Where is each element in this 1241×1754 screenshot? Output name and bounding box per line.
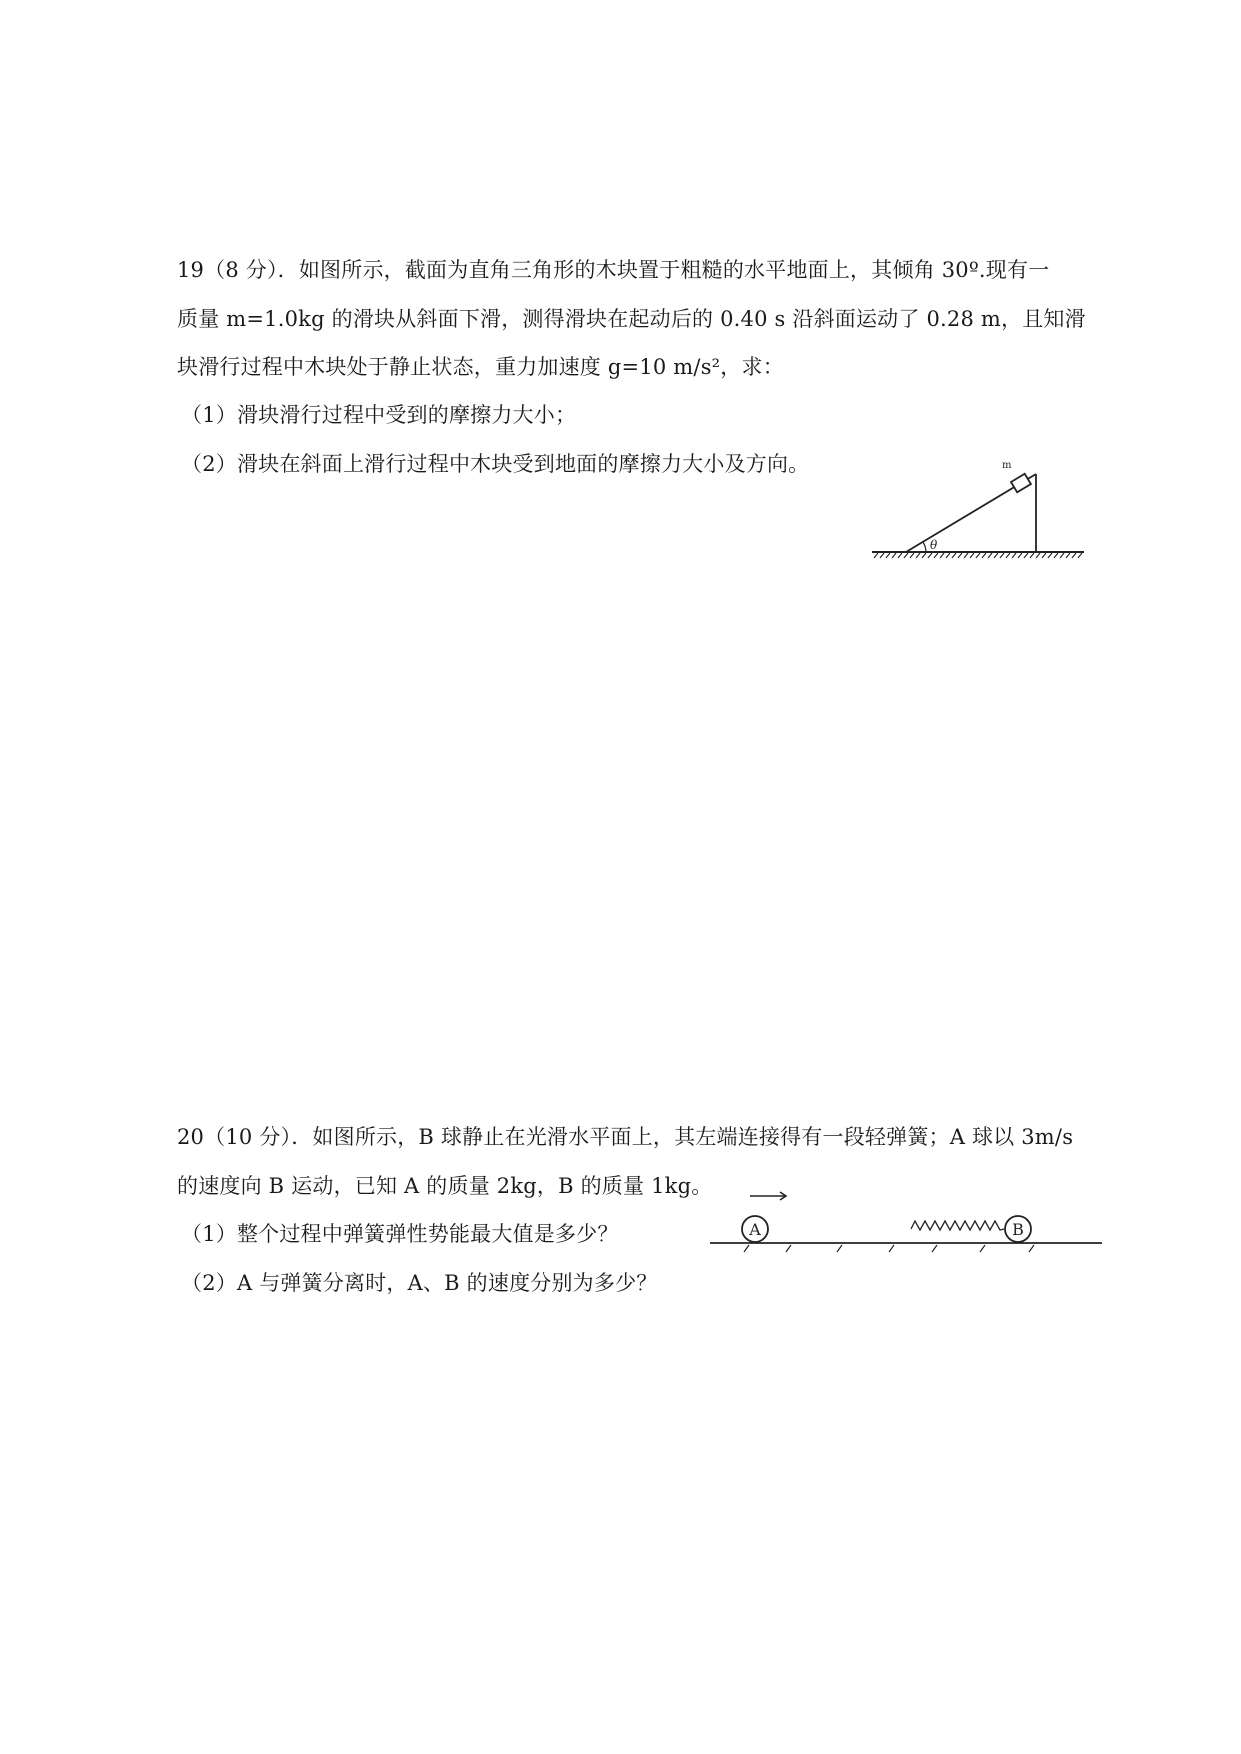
incline-figure: [870, 455, 1090, 575]
velocity-arrow: [750, 1192, 786, 1200]
ball-a-label: A: [749, 1220, 761, 1239]
q19-part-2: （2）滑块在斜面上滑行过程中木块受到地面的摩擦力大小及方向。: [181, 452, 810, 476]
q19-line-2: 质量 m=1.0kg 的滑块从斜面下滑，测得滑块在起动后的 0.40 s 沿斜面运动了 0.28 m，且知滑: [177, 307, 1086, 331]
collision-figure: [706, 1185, 1106, 1265]
q20-line-2: 的速度向 B 运动，已知 A 的质量 2kg，B 的质量 1kg。: [177, 1174, 713, 1198]
q19-line-1: 19（8 分）．如图所示，截面为直角三角形的木块置于粗糙的水平地面上，其倾角 30º.现有一: [177, 258, 1050, 282]
ground-hatch: [874, 553, 1082, 558]
floor-hatch: [744, 1245, 1034, 1252]
angle-label: θ: [930, 538, 938, 552]
ball-b-label: B: [1012, 1220, 1024, 1239]
spring: [911, 1221, 1004, 1230]
sliding-block: [1011, 474, 1031, 493]
angle-arc: [923, 542, 926, 552]
q20-part-1: （1）整个过程中弹簧弹性势能最大值是多少？: [181, 1222, 619, 1246]
q20-part-2: （2）A 与弹簧分离时，A、B 的速度分别为多少？: [181, 1271, 658, 1295]
q20-line-1: 20（10 分）．如图所示，B 球静止在光滑水平面上，其左端连接得有一段轻弹簧；A 球以 3m/s: [177, 1125, 1074, 1149]
q19-line-3: 块滑行过程中木块处于静止状态，重力加速度 g=10 m/s²，求：: [177, 355, 784, 379]
block-label: m: [1002, 460, 1012, 471]
q19-part-1: （1）滑块滑行过程中受到的摩擦力大小；: [181, 403, 577, 427]
